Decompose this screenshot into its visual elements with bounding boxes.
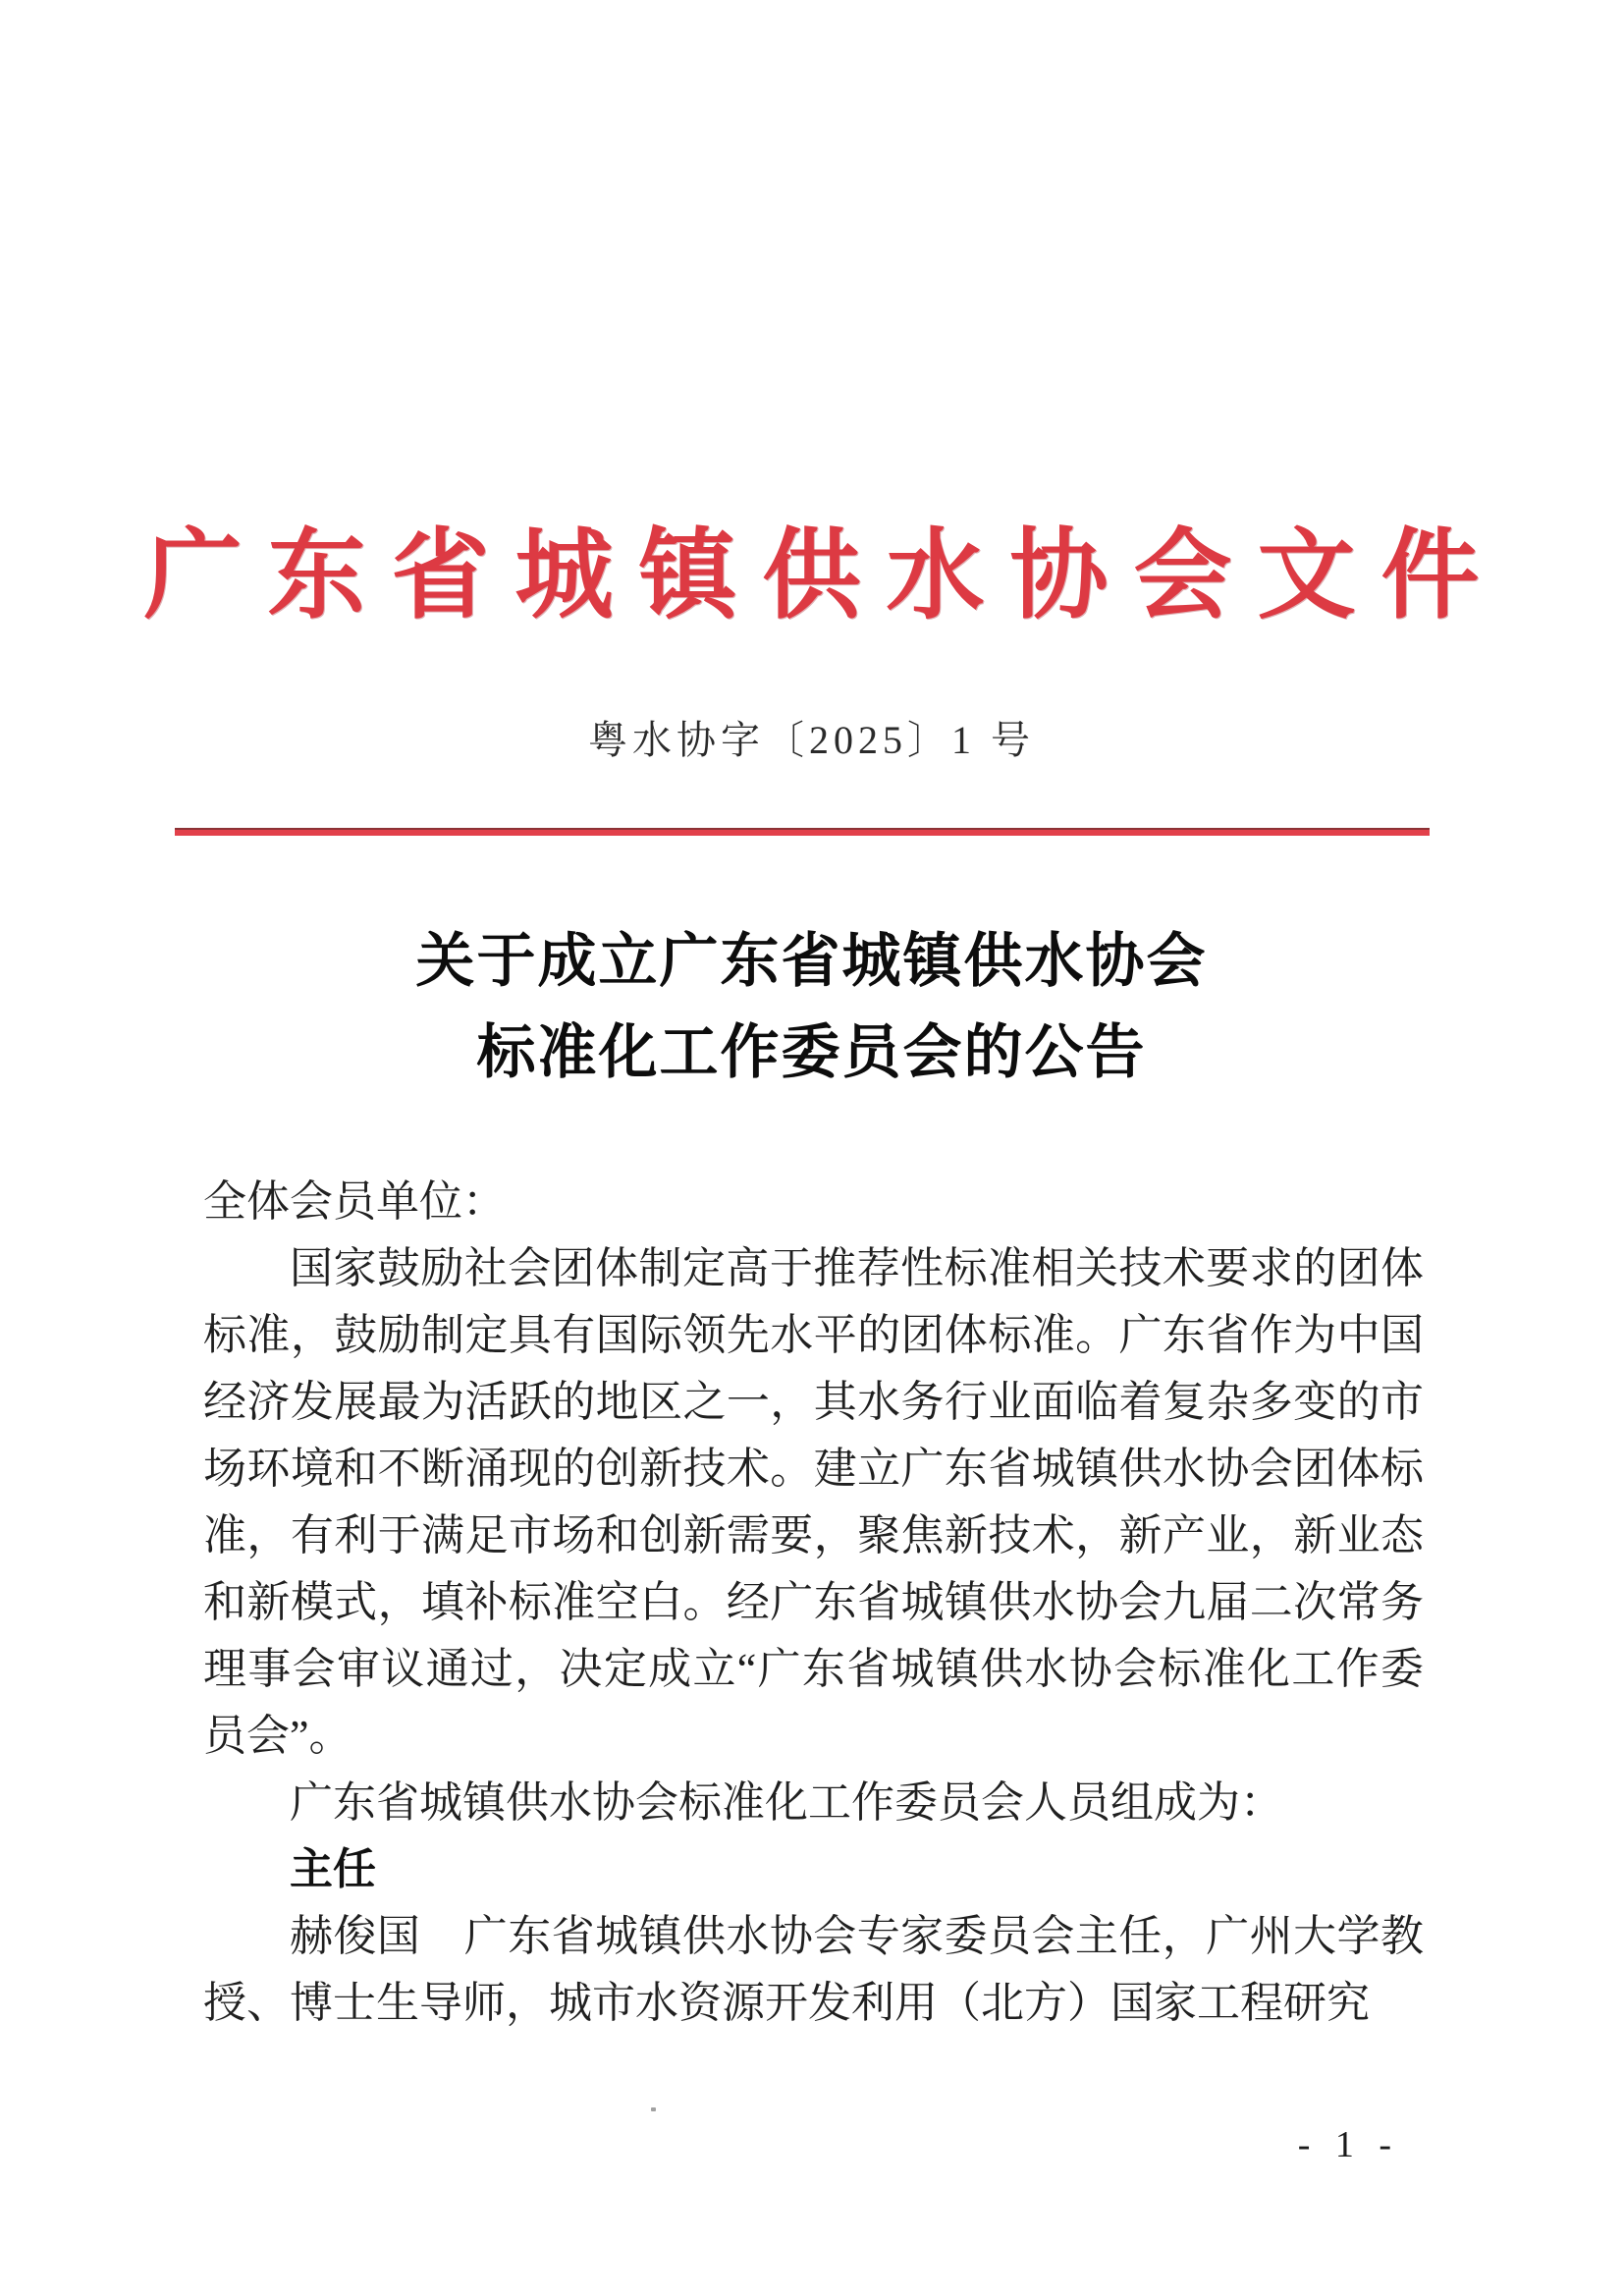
notice-title-line1: 关于成立广东省城镇供水协会 xyxy=(415,929,1208,994)
scan-artifact-speck xyxy=(651,2107,656,2111)
composition-intro: 广东省城镇供水协会标准化工作委员会人员组成为： xyxy=(290,1778,1283,1827)
member-paragraph: 赫俊国 广东省城镇供水协会专家委员会主任，广州大学教授、博士生导师，城市水资源开发利用（北方）国家工程研究 xyxy=(203,1912,1424,2027)
body-paragraph: 国家鼓励社会团体制定高于推荐性标准相关技术要求的团体标准，鼓励制定具有国际领先水平的团体标准。广东省作为中国经济发展最为活跃的地区之一，其水务行业面临着复杂多变的市场环境和不断涌现的创新技术。建立广东省城镇供水协会团体标准，有利于满足市场和创新需要，聚焦新技术，新产业，新业态和新模式，填补标准空白。经广东省城镇供水协会九届二次常务理事会审议通过，决定成立“广东省城镇供水协会标准化工作委员会”。 xyxy=(203,1244,1424,1760)
letterhead-org-title: 广东省城镇供水协会文件 xyxy=(143,521,1505,630)
notice-body xyxy=(203,1169,1424,2037)
page-number: - 1 - xyxy=(1297,2124,1399,2165)
notice-title-line2: 标准化工作委员会的公告 xyxy=(476,1020,1147,1085)
letterhead-red-rule xyxy=(175,828,1430,836)
salutation: 全体会员单位： xyxy=(203,1177,506,1226)
document-reference-number: 粤水协字〔2025〕1 号 xyxy=(588,718,1035,762)
role-heading-chairman: 主任 xyxy=(290,1845,376,1893)
notice-title xyxy=(0,916,1623,1099)
